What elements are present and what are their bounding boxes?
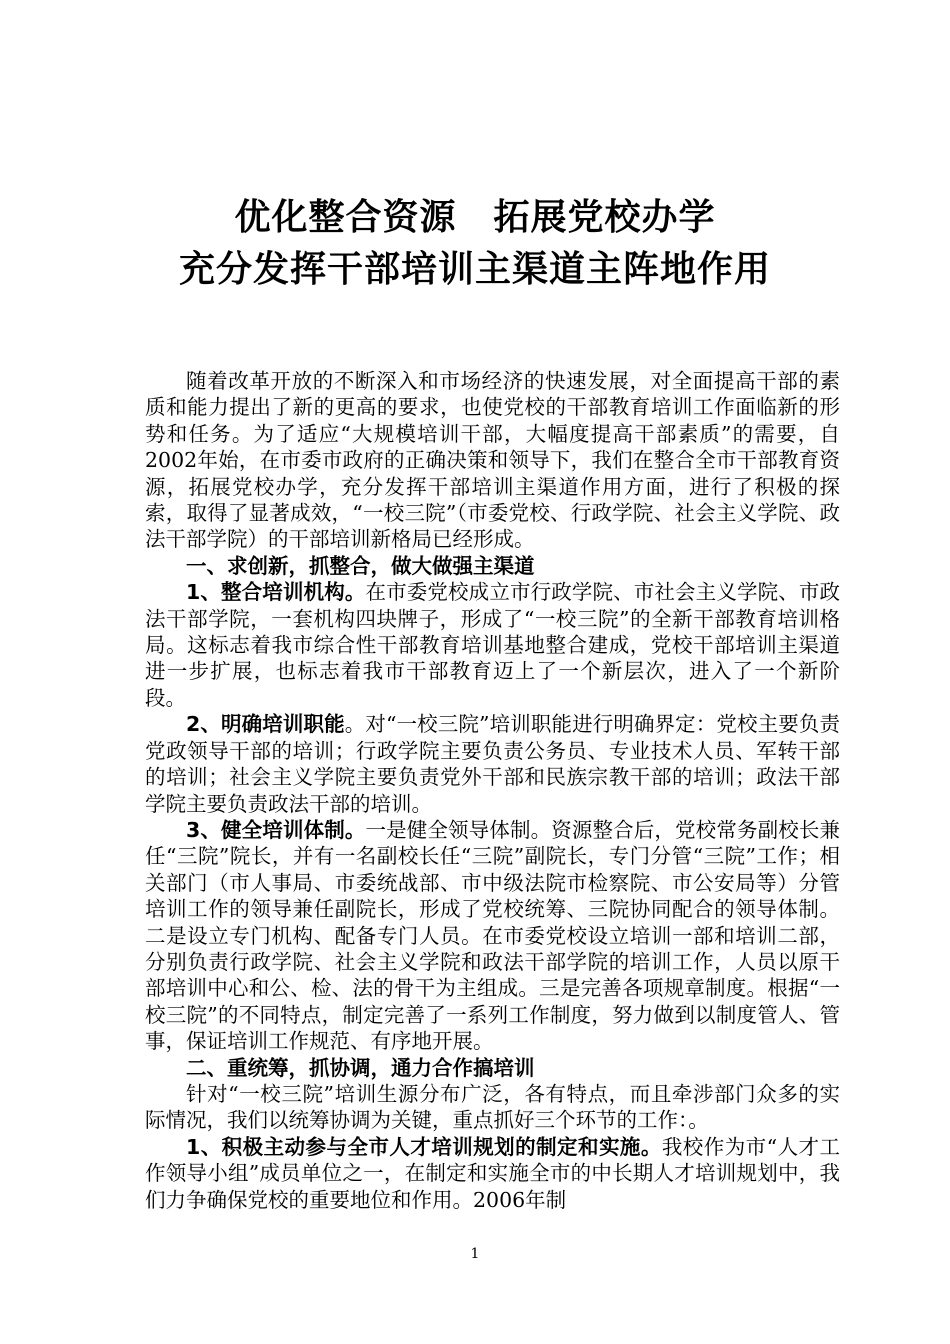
section-1-item-3 [145,817,840,1055]
item-label: 2、明确培训职能 [186,712,345,737]
section-2-intro: 针对“一校三院”培训生源分布广泛，各有特点，而且牵涉部门众多的实际情况，我们以统筹协调为关键，重点抓好三个环节的工作：。 [145,1081,840,1133]
section-2-item-1 [145,1134,840,1213]
document-body [145,368,840,1213]
intro-paragraph: 随着改革开放的不断深入和市场经济的快速发展，对全面提高干部的素质和能力提出了新的更高的要求，也使党校的干部教育培训工作面临新的形势和任务。为了适应“大规模培训干部，大幅度提高干部素质”的需要，自2002年始，在市委市政府的正确决策和领导下，我们在整合全市干部教育资源，拓展党校办学，充分发挥干部培训主渠道作用方面，进行了积极的探索，取得了显著成效，“一校三院”（市委党校、行政学院、社会主义学院、政法干部学院）的干部培训新格局已经形成。 [145,369,840,552]
item-text: 在市委党校成立市行政学院、市社会主义学院、市政法干部学院，一套机构四块牌子，形成了“一校三院”的全新干部教育培训格局。这标志着我市综合性干部教育培训基地整合建成，党校干部培训主渠道进一步扩展，也标志着我市干部教育迈上了一个新层次，进入了一个新阶段。 [145,580,841,710]
section-1-heading: 一、求创新，抓整合，做大做强主渠道 [186,553,535,578]
item-label: 1、整合培训机构。 [186,580,366,605]
title-line-2: 充分发挥干部培训主渠道主阵地作用 [178,249,771,290]
item-text: 。对“一校三院”培训职能进行明确界定：党校主要负责党政领导干部的培训；行政学院主要负责公务员、专业技术人员、军转干部的培训；社会主义学院主要负责党外干部和民族宗教干部的培训；政法干部学院主要负责政法干部的培训。 [145,712,841,816]
item-text: 一是健全领导体制。资源整合后，党校常务副校长兼任“三院”院长，并有一名副校长任“三院”副院长，专门分管“三院”工作；相关部门（市人事局、市委统战部、市中级法院市检察院、市公安局等）分管培训工作的领导兼任副院长，形成了党校统筹、三院协同配合的领导体制。二是设立专门机构、配备专门人员。在市委党校设立培训一部和培训二部，分别负责行政学院、社会主义学院和政法干部学院的培训工作，人员以原干部培训中心和公、检、法的骨干为主组成。三是完善各项规章制度。根据“一校三院”的不同特点，制定完善了一系列工作制度，努力做到以制度管人、管事，保证培训工作规范、有序地开展。 [145,817,841,1054]
section-1-item-2 [145,711,840,817]
item-label: 1、积极主动参与全市人才培训规划的制定和实施。 [186,1134,662,1159]
title-line-1: 优化整合资源 拓展党校办学 [234,197,716,238]
section-1-item-1 [145,579,840,711]
page-number: 1 [470,1246,480,1262]
document-title [0,192,950,296]
item-text: 我校作为市“人才工作领导小组”成员单位之一，在制定和实施全市的中长期人才培训规划中，我们力争确保党校的重要地位和作用。2006年制 [145,1134,841,1212]
item-label: 3、健全培训体制。 [186,817,366,842]
section-2-heading: 二、重统筹，抓协调，通力合作搞培训 [186,1055,535,1080]
